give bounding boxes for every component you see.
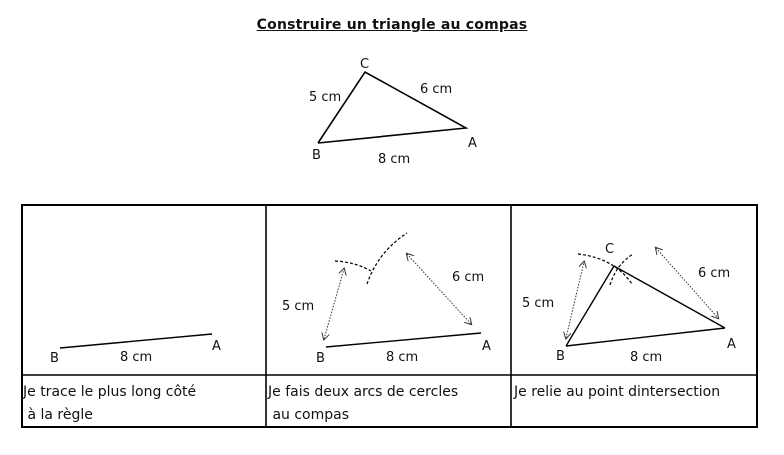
page-title: Construire un triangle au compas (256, 17, 528, 33)
step-1-caption (23, 381, 196, 427)
vertex-a-label: A (727, 337, 736, 352)
side-ba-label: 8 cm (630, 350, 663, 365)
side-ba-label: 8 cm (378, 152, 411, 167)
side-bc-label: 5 cm (309, 90, 342, 105)
vertex-b-label: B (50, 351, 59, 366)
step-2-caption (268, 381, 458, 427)
vertex-c-label: C (360, 57, 370, 72)
side-ca-label: 6 cm (452, 270, 485, 285)
reference-triangle (309, 57, 477, 167)
caption-line-2: à la règle (23, 407, 93, 423)
side-ca-label: 6 cm (420, 82, 453, 97)
side-bc-label: 5 cm (282, 299, 315, 314)
step-3-caption (514, 381, 720, 404)
side-bc-label: 5 cm (522, 296, 555, 311)
caption-line-1: Je trace le plus long côté (23, 384, 197, 400)
caption-line-1: Je relie au point dintersection (514, 384, 721, 400)
vertex-a-label: A (468, 136, 477, 151)
caption-line-1: Je fais deux arcs de cercles (268, 384, 459, 400)
side-ba-label: 8 cm (386, 350, 419, 365)
side-ba-label: 8 cm (120, 350, 153, 365)
vertex-b-label: B (556, 349, 565, 364)
vertex-a-label: A (212, 339, 221, 354)
vertex-b-label: B (312, 148, 321, 163)
side-ca-label: 6 cm (698, 266, 731, 281)
caption-line-2: au compas (268, 407, 350, 423)
vertex-a-label: A (482, 339, 491, 354)
vertex-b-label: B (316, 351, 325, 366)
vertex-c-label: C (605, 242, 615, 257)
